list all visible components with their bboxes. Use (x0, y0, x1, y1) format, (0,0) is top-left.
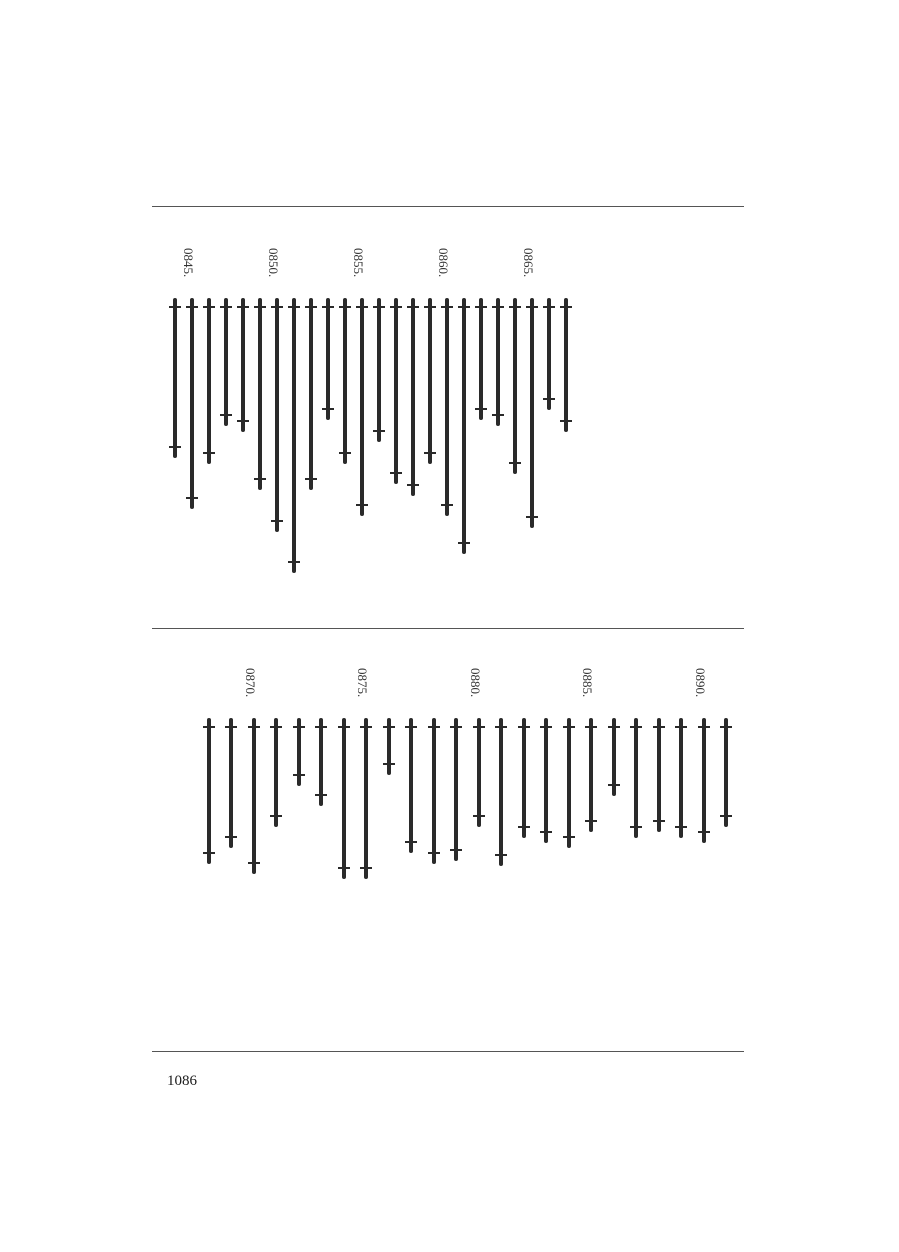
line-number: 0845. (181, 248, 196, 278)
mongolian-script-line (319, 718, 323, 806)
mongolian-script-line (564, 298, 568, 432)
mongolian-script-line (326, 298, 330, 420)
mongolian-script-line (207, 298, 211, 464)
mongolian-script-line (544, 718, 548, 843)
mongolian-script-line (258, 298, 262, 490)
upper-verse-block (176, 248, 606, 598)
mongolian-script-line (292, 298, 296, 573)
line-number: 0890. (692, 668, 708, 698)
mongolian-script-line (477, 718, 481, 827)
line-number: 0855. (351, 248, 366, 278)
mongolian-script-line (173, 298, 177, 458)
mongolian-script-line (394, 298, 398, 484)
line-number: 0880. (467, 668, 483, 698)
mongolian-script-line (432, 718, 436, 864)
mongolian-script-line (274, 718, 278, 827)
mongolian-script-line (454, 718, 458, 861)
mongolian-script-line (657, 718, 661, 832)
mongolian-script-line (387, 718, 391, 775)
mongolian-script-line (547, 298, 551, 410)
mongolian-script-line (479, 298, 483, 420)
mongolian-script-line (229, 718, 233, 848)
mongolian-script-line (224, 298, 228, 426)
mongolian-script-line (275, 298, 279, 532)
mongolian-script-line (724, 718, 728, 827)
middle-rule (152, 628, 744, 629)
mongolian-script-line (530, 298, 534, 528)
mongolian-script-line (522, 718, 526, 838)
mongolian-script-line (612, 718, 616, 796)
mongolian-script-line (364, 718, 368, 879)
lower-verse-block (176, 668, 726, 928)
mongolian-script-line (702, 718, 706, 843)
mongolian-script-line (360, 298, 364, 516)
bottom-rule (152, 1051, 744, 1052)
line-number: 0870. (242, 668, 258, 698)
mongolian-script-line (513, 298, 517, 474)
mongolian-script-line (499, 718, 503, 866)
line-number: 0865. (521, 248, 536, 278)
mongolian-script-line (589, 718, 593, 832)
top-rule (152, 206, 744, 207)
mongolian-script-line (409, 718, 413, 853)
mongolian-script-line (241, 298, 245, 432)
mongolian-script-line (309, 298, 313, 490)
mongolian-script-line (207, 718, 211, 864)
mongolian-script-line (377, 298, 381, 442)
mongolian-script-line (634, 718, 638, 838)
line-number: 0860. (436, 248, 451, 278)
page-number: 1086 (167, 1073, 197, 1089)
line-number: 0850. (266, 248, 281, 278)
mongolian-script-line (342, 718, 346, 879)
mongolian-script-line (445, 298, 449, 516)
mongolian-script-line (428, 298, 432, 464)
mongolian-script-line (343, 298, 347, 464)
mongolian-script-line (252, 718, 256, 874)
line-number: 0885. (580, 668, 595, 698)
mongolian-script-line (679, 718, 683, 838)
mongolian-script-line (496, 298, 500, 426)
mongolian-script-line (462, 298, 466, 554)
mongolian-script-line (411, 298, 415, 496)
line-number: 0875. (355, 668, 370, 698)
mongolian-script-line (297, 718, 301, 786)
mongolian-script-line (190, 298, 194, 509)
mongolian-script-line (567, 718, 571, 848)
